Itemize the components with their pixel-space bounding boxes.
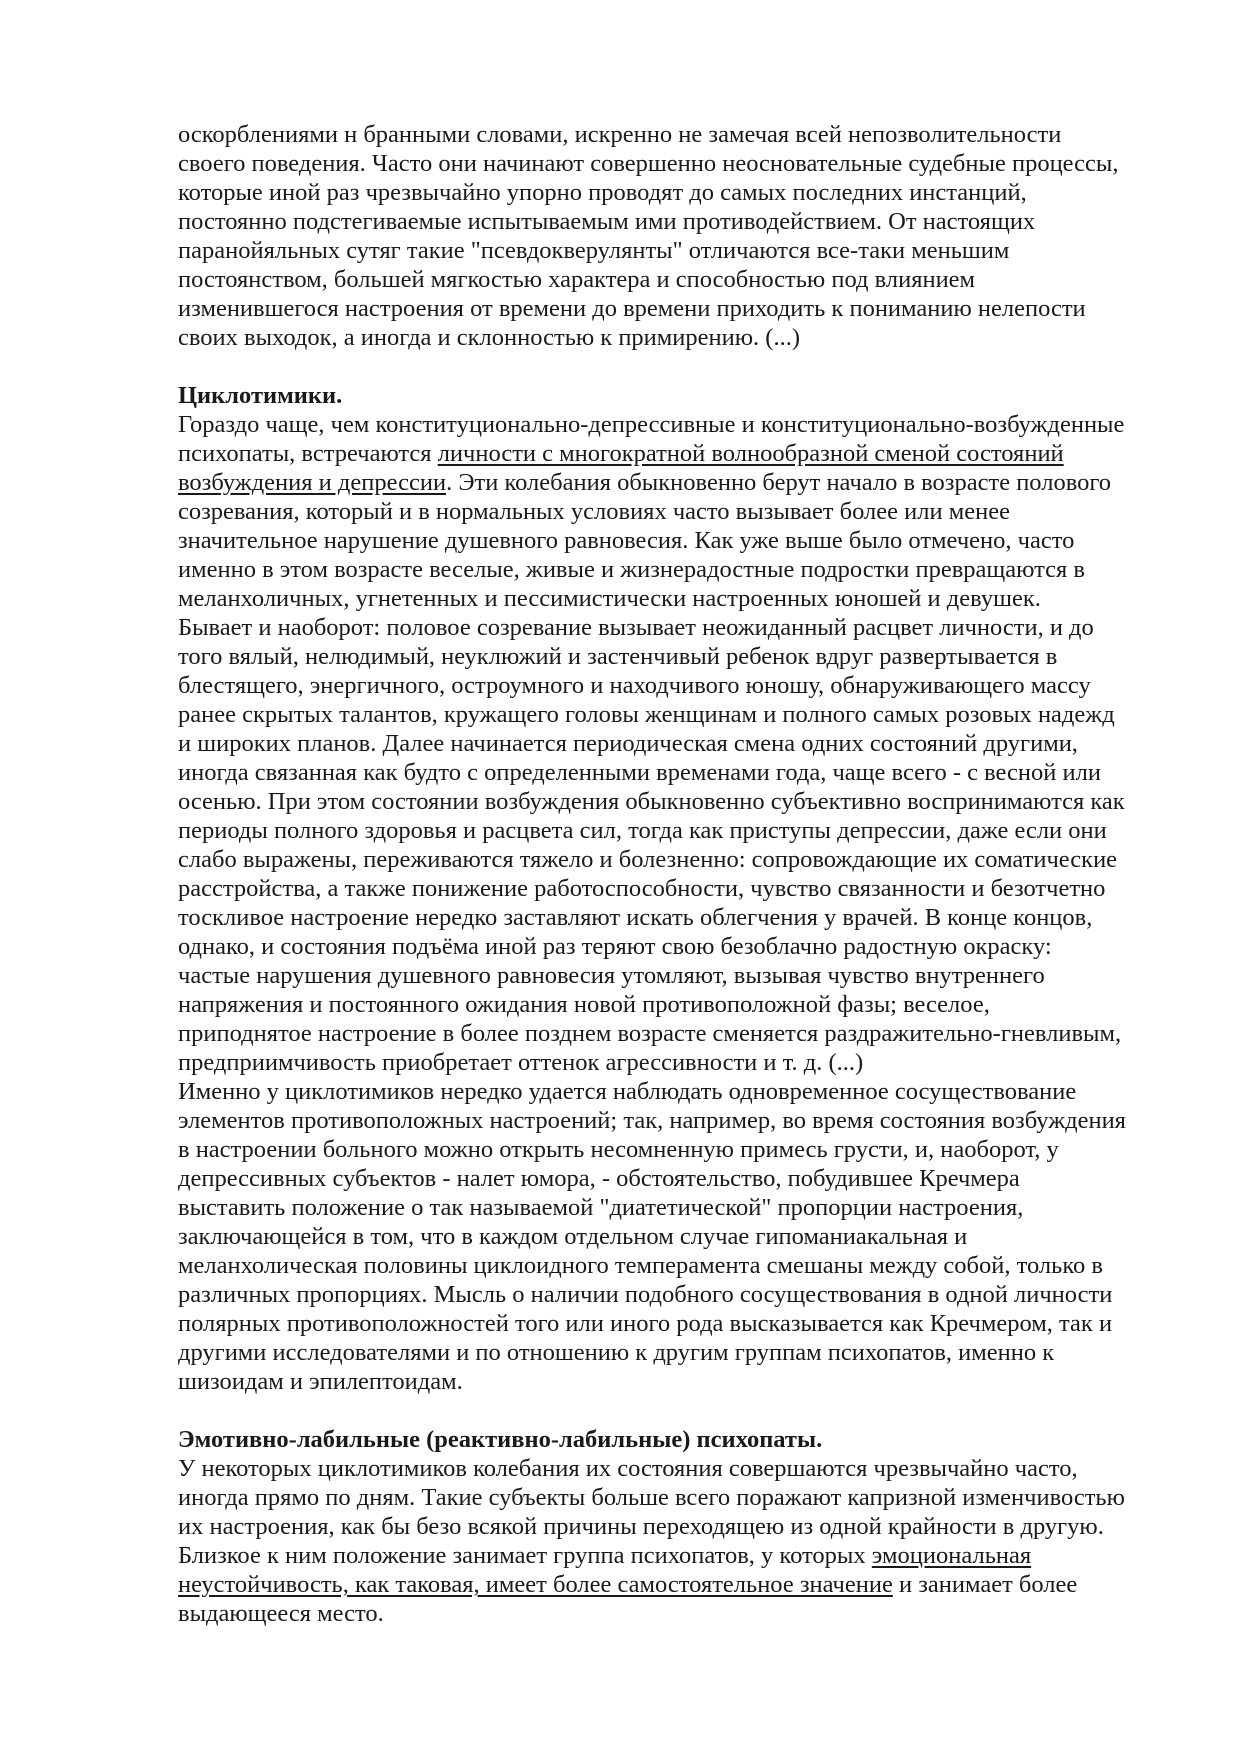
text-line xyxy=(178,120,1178,149)
text-line xyxy=(178,1280,1178,1309)
text-line xyxy=(178,410,1178,439)
text-line xyxy=(178,178,1178,207)
text-segment: своего поведения. Часто они начинают совершенно неосновательные судебные процессы, xyxy=(178,150,1119,177)
text-line xyxy=(178,236,1178,265)
text-segment: напряжения и постоянного ожидания новой противоположной фазы; веселое, xyxy=(178,991,990,1018)
text-segment: значительное нарушение душевного равновесия. Как уже выше было отмечено, часто xyxy=(178,527,1075,554)
text-line xyxy=(178,1599,1178,1628)
text-segment: различных пропорциях. Мысль о наличии подобного сосуществования в одной личности xyxy=(178,1281,1113,1308)
text-line xyxy=(178,787,1178,816)
text-line xyxy=(178,903,1178,932)
text-segment: заключающейся в том, что в каждом отдельном случае гипоманиакальная и xyxy=(178,1223,968,1250)
text-segment: постоянством, большей мягкостью характера и способностью под влиянием xyxy=(178,266,976,293)
text-segment: ранее скрытых талантов, кружащего головы женщинам и полного самых розовых надежд xyxy=(178,701,1115,728)
text-segment: тоскливое настроение нередко заставляют искать облегчения у врачей. В конце концов, xyxy=(178,904,1093,931)
section-heading: Циклотимики. xyxy=(178,382,343,409)
text-line xyxy=(178,1106,1178,1135)
text-line xyxy=(178,1135,1178,1164)
text-line xyxy=(178,1570,1178,1599)
section-heading: Эмотивно-лабильные (реактивно-лабильные) психопаты. xyxy=(178,1426,823,1453)
text-segment: осенью. При этом состоянии возбуждения обыкновенно субъективно воспринимаются как xyxy=(178,788,1125,815)
text-segment: выставить положение о так называемой "диатетической" пропорции настроения, xyxy=(178,1194,1024,1221)
text-segment: созревания, который и в нормальных условиях часто вызывает более или менее xyxy=(178,498,1010,525)
text-segment: полярных противоположностей того или иного рода высказывается как Кречмером, так и xyxy=(178,1310,1113,1337)
text-segment: блестящего, энергичного, остроумного и находчивого юношу, обнаруживающего массу xyxy=(178,672,1091,699)
text-line xyxy=(178,1222,1178,1251)
text-segment: изменившегося настроения от времени до времени приходить к пониманию нелепости xyxy=(178,295,1086,322)
text-segment: меланхолическая половины циклоидного темперамента смешаны между собой, только в xyxy=(178,1252,1103,1279)
text-line xyxy=(178,526,1178,555)
text-line xyxy=(178,555,1178,584)
text-segment: и широких планов. Далее начинается периодическая смена одних состояний другими, xyxy=(178,730,1078,757)
underlined-text: возбуждения и депрессии xyxy=(178,469,447,496)
text-segment: периоды полного здоровья и расцвета сил, тогда как приступы депрессии, даже если они xyxy=(178,817,1107,844)
text-segment: Близкое к ним положение занимает группа психопатов, у которых xyxy=(178,1542,872,1569)
text-line xyxy=(178,323,1178,352)
text-line xyxy=(178,294,1178,323)
text-segment: которые иной раз чрезвычайно упорно проводят до самых последних инстанций, xyxy=(178,179,1027,206)
text-segment: именно в этом возрасте веселые, живые и жизнерадостные подростки превращаются в xyxy=(178,556,1085,583)
text-line xyxy=(178,816,1178,845)
text-line xyxy=(178,874,1178,903)
text-line xyxy=(178,497,1178,526)
text-line xyxy=(178,671,1178,700)
text-segment: оскорблениями н бранными словами, искренно не замечая всей непозволительности xyxy=(178,121,1062,148)
text-line xyxy=(178,1309,1178,1338)
text-line xyxy=(178,1164,1178,1193)
document-page xyxy=(178,120,1178,1628)
text-line xyxy=(178,932,1178,961)
text-segment: иногда связанная как будто с определенными временами года, чаще всего - с весной или xyxy=(178,759,1101,786)
text-line xyxy=(178,1512,1178,1541)
text-segment: расстройства, а также понижение работоспособности, чувство связанности и безотчетно xyxy=(178,875,1106,902)
text-segment: Именно у циклотимиков нередко удается наблюдать одновременное сосуществование xyxy=(178,1078,1077,1105)
text-segment: иногда прямо по дням. Такие субъекты больше всего поражают капризной изменчивостью xyxy=(178,1484,1125,1511)
text-line xyxy=(178,468,1178,497)
text-line xyxy=(178,1367,1178,1396)
text-line xyxy=(178,1077,1178,1106)
text-line xyxy=(178,584,1178,613)
text-line xyxy=(178,1338,1178,1367)
paragraph-gap xyxy=(178,352,1178,381)
text-line xyxy=(178,1454,1178,1483)
text-line xyxy=(178,1048,1178,1077)
text-segment: однако, и состояния подъёма иной раз теряют свою безоблачно радостную окраску: xyxy=(178,933,1052,960)
text-line xyxy=(178,1483,1178,1512)
text-segment: У некоторых циклотимиков колебания их состояния совершаются чрезвычайно часто, xyxy=(178,1455,1078,1482)
underlined-text: эмоциональная xyxy=(871,1542,1032,1569)
text-line xyxy=(178,613,1178,642)
text-line xyxy=(178,700,1178,729)
underlined-text: личности с многократной волнообразной сменой состояний xyxy=(437,440,1064,467)
text-segment: паранойяльных сутяг такие "псевдокверулянты" отличаются все-таки меньшим xyxy=(178,237,1010,264)
text-segment: элементов противоположных настроений; так, например, во время состояния возбуждения xyxy=(178,1107,1126,1134)
text-line xyxy=(178,961,1178,990)
text-line xyxy=(178,729,1178,758)
text-line xyxy=(178,265,1178,294)
text-segment: постоянно подстегиваемые испытываемым ими противодействием. От настоящих xyxy=(178,208,1036,235)
text-segment: Бывает и наоборот: половое созревание вызывает неожиданный расцвет личности, и до xyxy=(178,614,1094,641)
text-segment: в настроении больного можно открыть несомненную примесь грусти, и, наоборот, у xyxy=(178,1136,1059,1163)
text-line xyxy=(178,642,1178,671)
text-segment: частые нарушения душевного равновесия утомляют, вызывая чувство внутреннего xyxy=(178,962,1045,989)
text-segment: предприимчивость приобретает оттенок агрессивности и т. д. (...) xyxy=(178,1049,864,1076)
text-segment: их настроения, как бы безо всякой причины переходящею из одной крайности в другую. xyxy=(178,1513,1104,1540)
text-line xyxy=(178,1019,1178,1048)
text-segment: слабо выражены, переживаются тяжело и болезненно: сопровождающие их соматические xyxy=(178,846,1118,873)
text-segment: депрессивных субъектов - налет юмора, - обстоятельство, побудившее Кречмера xyxy=(178,1165,1020,1192)
text-segment: другими исследователями и по отношению к другим группам психопатов, именно к xyxy=(178,1339,1055,1366)
text-line xyxy=(178,1193,1178,1222)
underlined-text: неустойчивость, как таковая, имеет более самостоятельное значение xyxy=(178,1571,893,1598)
text-line xyxy=(178,1251,1178,1280)
text-segment: шизоидам и эпилептоидам. xyxy=(178,1368,463,1395)
text-segment: психопаты, встречаются xyxy=(178,440,438,467)
text-segment: Гораздо чаще, чем конституционально-депрессивные и конституционально-возбужденные xyxy=(178,411,1125,438)
text-line xyxy=(178,1541,1178,1570)
text-segment: и занимает более xyxy=(892,1571,1078,1598)
text-segment: приподнятое настроение в более позднем возрасте сменяется раздражительно-гневливым, xyxy=(178,1020,1122,1047)
text-segment: выдающееся место. xyxy=(178,1600,384,1627)
text-line xyxy=(178,207,1178,236)
text-segment: . Эти колебания обыкновенно берут начало в возрасте полового xyxy=(446,469,1112,496)
text-segment: своих выходок, а иногда и склонностью к примирению. (...) xyxy=(178,324,800,351)
paragraph-gap xyxy=(178,1396,1178,1425)
text-line xyxy=(178,990,1178,1019)
text-line xyxy=(178,758,1178,787)
text-segment: того вялый, нелюдимый, неуклюжий и застенчивый ребенок вдруг развертывается в xyxy=(178,643,1058,670)
text-segment: меланхоличных, угнетенных и пессимистически настроенных юношей и девушек. xyxy=(178,585,1041,612)
text-line xyxy=(178,439,1178,468)
text-line xyxy=(178,845,1178,874)
text-line xyxy=(178,149,1178,178)
